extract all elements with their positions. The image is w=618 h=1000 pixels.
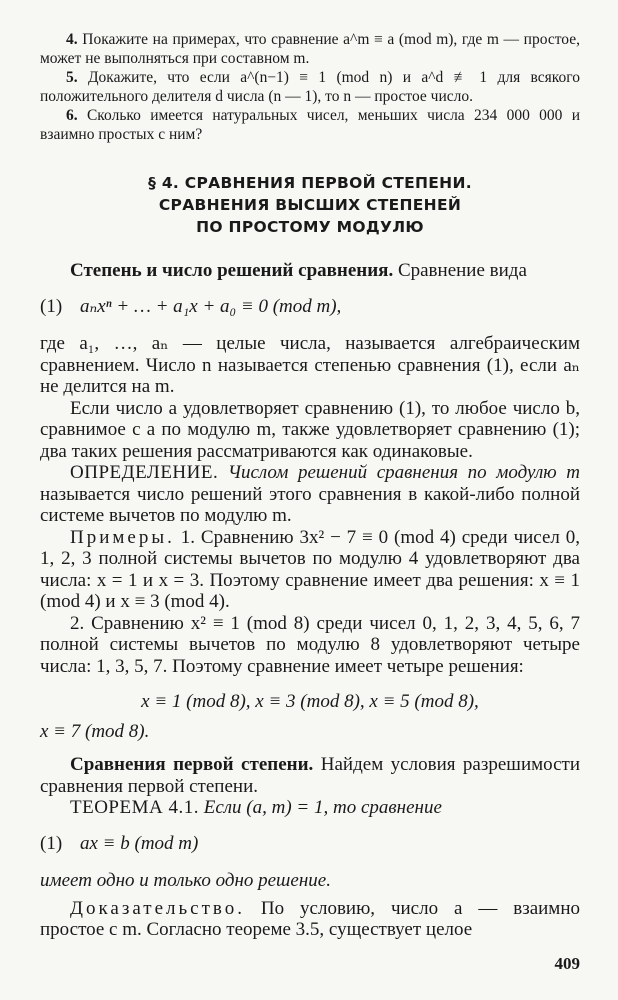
definition-label: ОПРЕДЕЛЕНИЕ. [70, 462, 219, 483]
equation-number: (1) [40, 832, 63, 854]
example-text: 1. Сравнению 3x² − 7 ≡ 0 (mod 4) среди чисел 0, 1, 2, 3 полной системы вычетов по модулю 4 удовлетворяют два числа: x = 1 и x = 3. Поэтому сравнение имеет два решения: x ≡ 1 (mod 4) и x ≡ 3 (mod 4). [40, 526, 580, 612]
equation-1 [40, 296, 580, 318]
proof-label: Доказательство. [70, 897, 245, 919]
exercise-text: Докажите, что если a^(n−1) ≡ 1 (mod n) и a^d ≢ 1 для всякого положительного делителя d числа (n — 1), то n — простое число. [40, 69, 580, 105]
definition [40, 462, 580, 527]
theorem-label: ТЕОРЕМА 4.1. [70, 797, 199, 818]
example-2: 2. Сравнению x² ≡ 1 (mod 8) среди чисел 0, 1, 2, 3, 4, 5, 6, 7 полной системы вычетов по модулю 8 удовлетворяют четыре числа: 1, 3, 5, 7. Поэтому сравнение имеет четыре решения: [40, 612, 580, 677]
proof [40, 898, 580, 941]
page [40, 30, 580, 941]
definition-term: Числом решений сравнения по модулю m [227, 462, 581, 483]
exercise-text: Покажите на примерах, что сравнение a^m ≡ a (mod m), где m — простое, может не выполняться при составном m. [40, 31, 580, 67]
exercise-5 [40, 68, 580, 106]
paragraph [40, 754, 580, 797]
section-heading-line: ПО ПРОСТОМУ МОДУЛЮ [196, 218, 424, 236]
exercise-number: 5. [66, 69, 78, 86]
equation-number: (1) [40, 295, 63, 317]
paragraph: Если число a удовлетворяет сравнению (1), то любое число b, сравнимое с a по модулю m, также удовлетворяет сравнению (1); два таких решения рассматриваются как одинаковые. [40, 397, 580, 462]
definition-text: называется число решений этого сравнения в какой-либо полной системе вычетов по модулю m. [40, 483, 580, 526]
theorem-text: Если (a, m) = 1, то сравнение [203, 797, 442, 818]
section-heading-line: § 4. СРАВНЕНИЯ ПЕРВОЙ СТЕПЕНИ. [148, 174, 472, 192]
equation-formula: aₙxⁿ + … + a₁x + a₀ ≡ 0 (mod m), [80, 295, 342, 317]
runin-heading: Степень и число решений сравнения. [70, 260, 394, 281]
exercise-6 [40, 106, 580, 144]
body-text [40, 260, 580, 941]
paragraph [40, 260, 580, 282]
equation-2 [40, 833, 580, 855]
proof-text: По условию, число a — взаимно простое с m. Согласно теореме 3.5, существует целое [40, 897, 580, 940]
paragraph-text: Найдем условия разрешимости сравнения первой степени. [40, 754, 581, 797]
section-heading-line: СРАВНЕНИЯ ВЫСШИХ СТЕПЕНЕЙ [158, 196, 462, 214]
paragraph: где a₁, …, aₙ — целые числа, называется алгебраическим сравнением. Число n называется степенью сравнения (1), если aₙ не делится на m. [40, 333, 580, 397]
solutions-line: x ≡ 7 (mod 8). [40, 720, 150, 742]
exercise-4 [40, 30, 580, 68]
exercise-number: 4. [66, 31, 78, 48]
page-number: 409 [554, 954, 580, 973]
example-1 [40, 527, 580, 613]
exercises [40, 30, 580, 144]
exercise-number: 6. [66, 107, 78, 124]
solutions-line: x ≡ 1 (mod 8), x ≡ 3 (mod 8), x ≡ 5 (mod 8), [141, 691, 479, 712]
exercise-text: Сколько имеется натуральных чисел, меньших числа 234 000 000 и взаимно простых с ним? [40, 107, 580, 143]
runin-heading: Сравнения первой степени. [70, 754, 314, 775]
theorem-conclusion: имеет одно и только одно решение. [40, 870, 331, 891]
paragraph-text: Сравнение вида [397, 260, 527, 281]
section-heading [40, 172, 580, 238]
theorem [40, 797, 580, 819]
equation-formula: ax ≡ b (mod m) [80, 832, 199, 854]
examples-label: Примеры. [70, 526, 175, 548]
solutions-display [40, 691, 580, 742]
